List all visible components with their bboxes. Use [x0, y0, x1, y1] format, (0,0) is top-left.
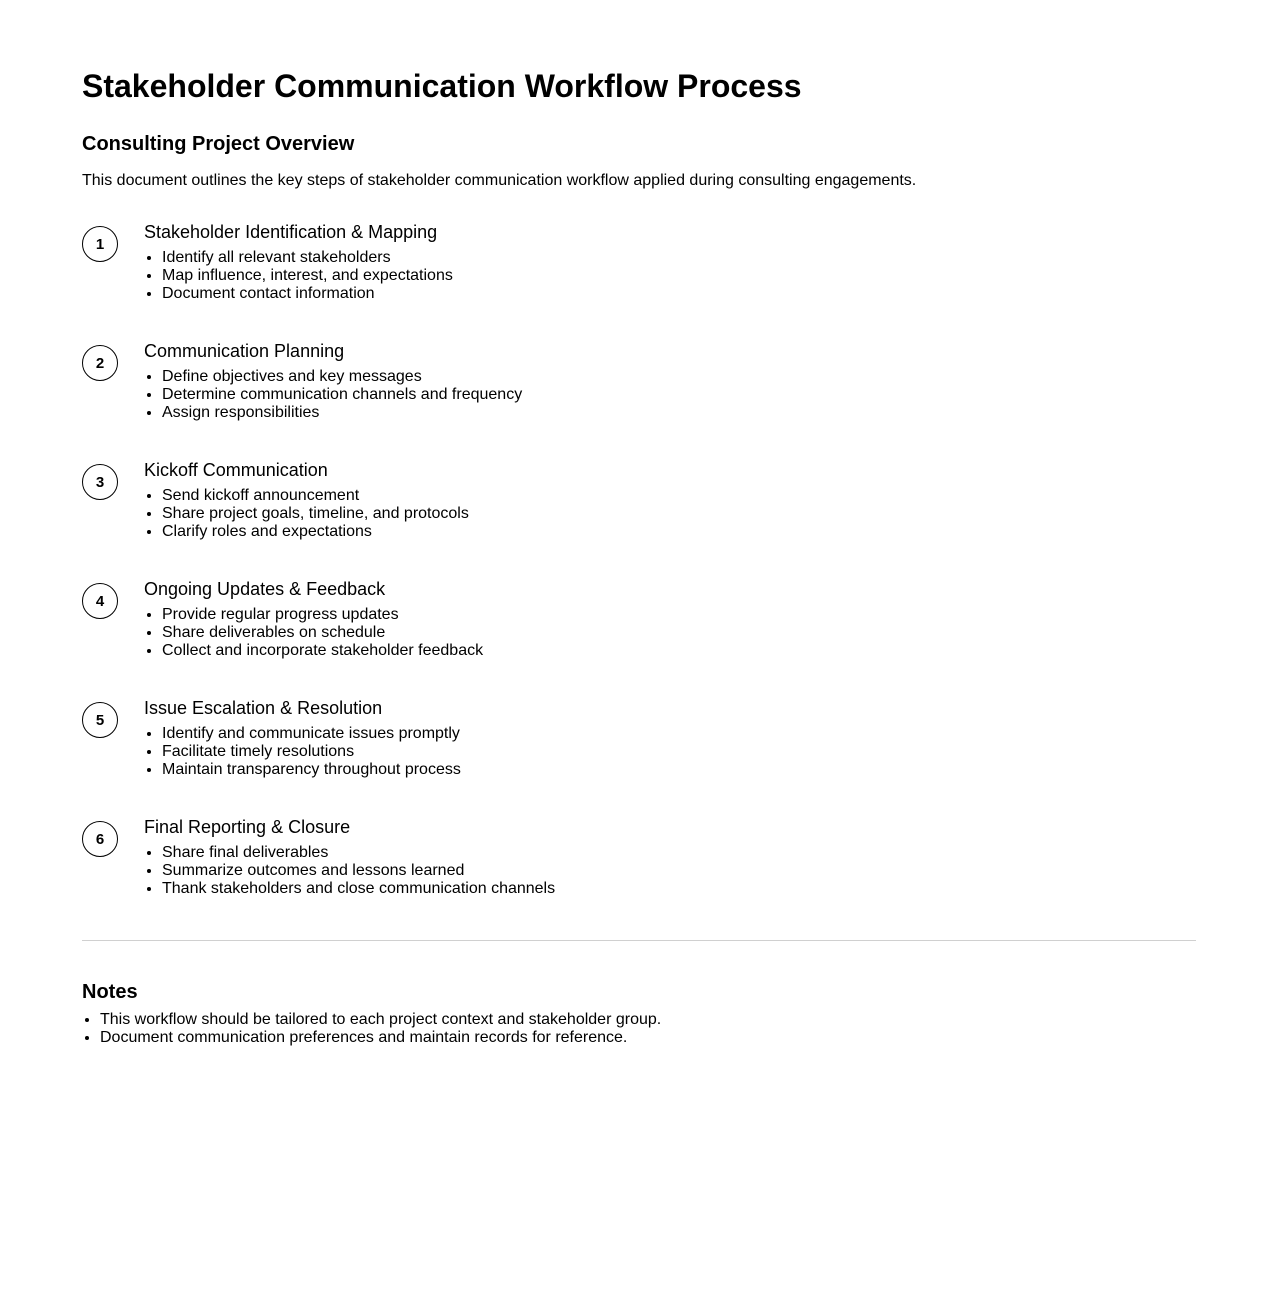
step-bullet: • Map influence, interest, and expectations — [162, 267, 453, 285]
step-bullet: • Determine communication channels and frequency — [162, 386, 522, 404]
step-bullets — [144, 844, 555, 898]
step-title: Stakeholder Identification & Mapping — [144, 222, 438, 242]
workflow-step — [82, 459, 1196, 578]
step-bullet: • Identify all relevant stakeholders — [162, 249, 453, 267]
section-divider — [82, 940, 1196, 941]
step-bullet: • Define objectives and key messages — [162, 368, 522, 386]
step-bullet: • Clarify roles and expectations — [162, 523, 469, 541]
workflow-step — [82, 816, 1196, 935]
step-number-badge: 2 — [82, 345, 118, 381]
step-bullet: • Collect and incorporate stakeholder feedback — [162, 642, 483, 660]
note-item: • This workflow should be tailored to each project context and stakeholder group. — [100, 1011, 661, 1029]
step-bullet: • Send kickoff announcement — [162, 487, 469, 505]
notes-heading: Notes — [82, 981, 138, 1003]
step-bullet: • Thank stakeholders and close communication channels — [162, 880, 555, 898]
step-bullets — [144, 725, 461, 779]
step-number-badge: 6 — [82, 821, 118, 857]
step-bullet: • Share deliverables on schedule — [162, 624, 483, 642]
workflow-step — [82, 578, 1196, 697]
step-bullet: • Provide regular progress updates — [162, 606, 483, 624]
step-number-badge: 3 — [82, 464, 118, 500]
workflow-step — [82, 340, 1196, 459]
note-item: • Document communication preferences and maintain records for reference. — [100, 1029, 661, 1047]
step-title: Issue Escalation & Resolution — [144, 698, 383, 718]
step-bullets — [144, 487, 469, 541]
step-bullet: • Share project goals, timeline, and protocols — [162, 505, 469, 523]
notes-list — [82, 1011, 661, 1047]
step-number-badge: 4 — [82, 583, 118, 619]
step-bullets — [144, 368, 522, 422]
step-bullet: • Maintain transparency throughout process — [162, 761, 461, 779]
step-bullet: • Facilitate timely resolutions — [162, 743, 461, 761]
step-bullet: • Assign responsibilities — [162, 404, 522, 422]
step-title: Kickoff Communication — [144, 460, 328, 480]
step-bullet: • Summarize outcomes and lessons learned — [162, 862, 555, 880]
section-subtitle: Consulting Project Overview — [82, 133, 355, 155]
step-bullets — [144, 606, 483, 660]
step-bullet: • Identify and communicate issues promptly — [162, 725, 461, 743]
step-title: Ongoing Updates & Feedback — [144, 579, 386, 599]
workflow-step — [82, 697, 1196, 816]
step-title: Communication Planning — [144, 341, 345, 361]
step-title: Final Reporting & Closure — [144, 817, 351, 837]
step-number-badge: 1 — [82, 226, 118, 262]
workflow-steps — [82, 221, 1196, 935]
page-title: Stakeholder Communication Workflow Process — [82, 68, 802, 104]
step-bullets — [144, 249, 453, 303]
step-number-badge: 5 — [82, 702, 118, 738]
step-bullet: • Document contact information — [162, 285, 453, 303]
intro-paragraph: This document outlines the key steps of stakeholder communication workflow applied during consulting engagements. — [82, 172, 917, 189]
step-bullet: • Share final deliverables — [162, 844, 555, 862]
workflow-step — [82, 221, 1196, 340]
